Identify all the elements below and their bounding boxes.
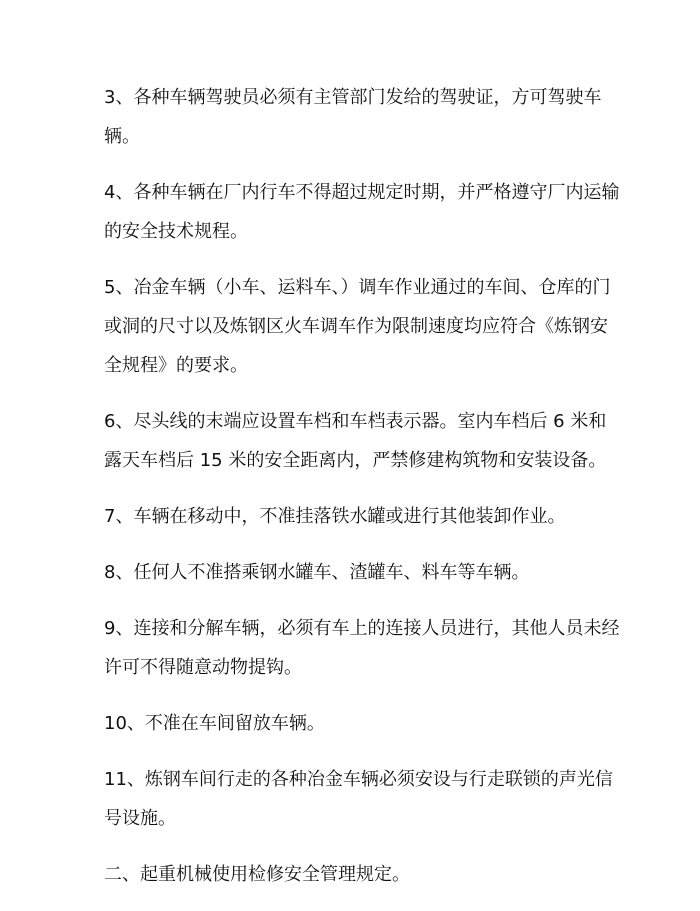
paragraph-11: 11、炼钢车间行走的各种冶金车辆必须安设与行走联锁的声光信号设施。	[104, 769, 613, 829]
paragraph-5: 5、冶金车辆（小车、运料车、）调车作业通过的车间、仓库的门或洞的尺寸以及炼钢区火车调车作为限制速度均应符合《炼钢安全规程》的要求。	[104, 277, 611, 376]
paragraph-8: 8、任何人不准搭乘钢水罐车、渣罐车、料车等车辆。	[104, 562, 530, 583]
paragraph-4: 4、各种车辆在厂内行车不得超过规定时期，并严格遵守厂内运输的安全技术规程。	[104, 182, 620, 242]
section-heading: 二、起重机械使用检修安全管理规定。	[104, 864, 410, 885]
paragraph-7: 7、车辆在移动中，不准挂落铁水罐或进行其他装卸作业。	[104, 506, 566, 527]
paragraph-9: 9、连接和分解车辆，必须有车上的连接人员进行，其他人员未经许可不得随意动物提钩。	[104, 618, 620, 678]
paragraph-3: 3、各种车辆驾驶员必须有主管部门发给的驾驶证，方可驾驶车辆。	[104, 87, 602, 147]
paragraph-10: 10、不准在车间留放车辆。	[104, 713, 325, 734]
paragraph-6: 6、尽头线的末端应设置车档和车档表示器。室内车档后 6 米和露天车档后 15 米的安全距离内，严禁修建构筑物和安装设备。	[104, 411, 607, 471]
document-body	[104, 78, 624, 911]
